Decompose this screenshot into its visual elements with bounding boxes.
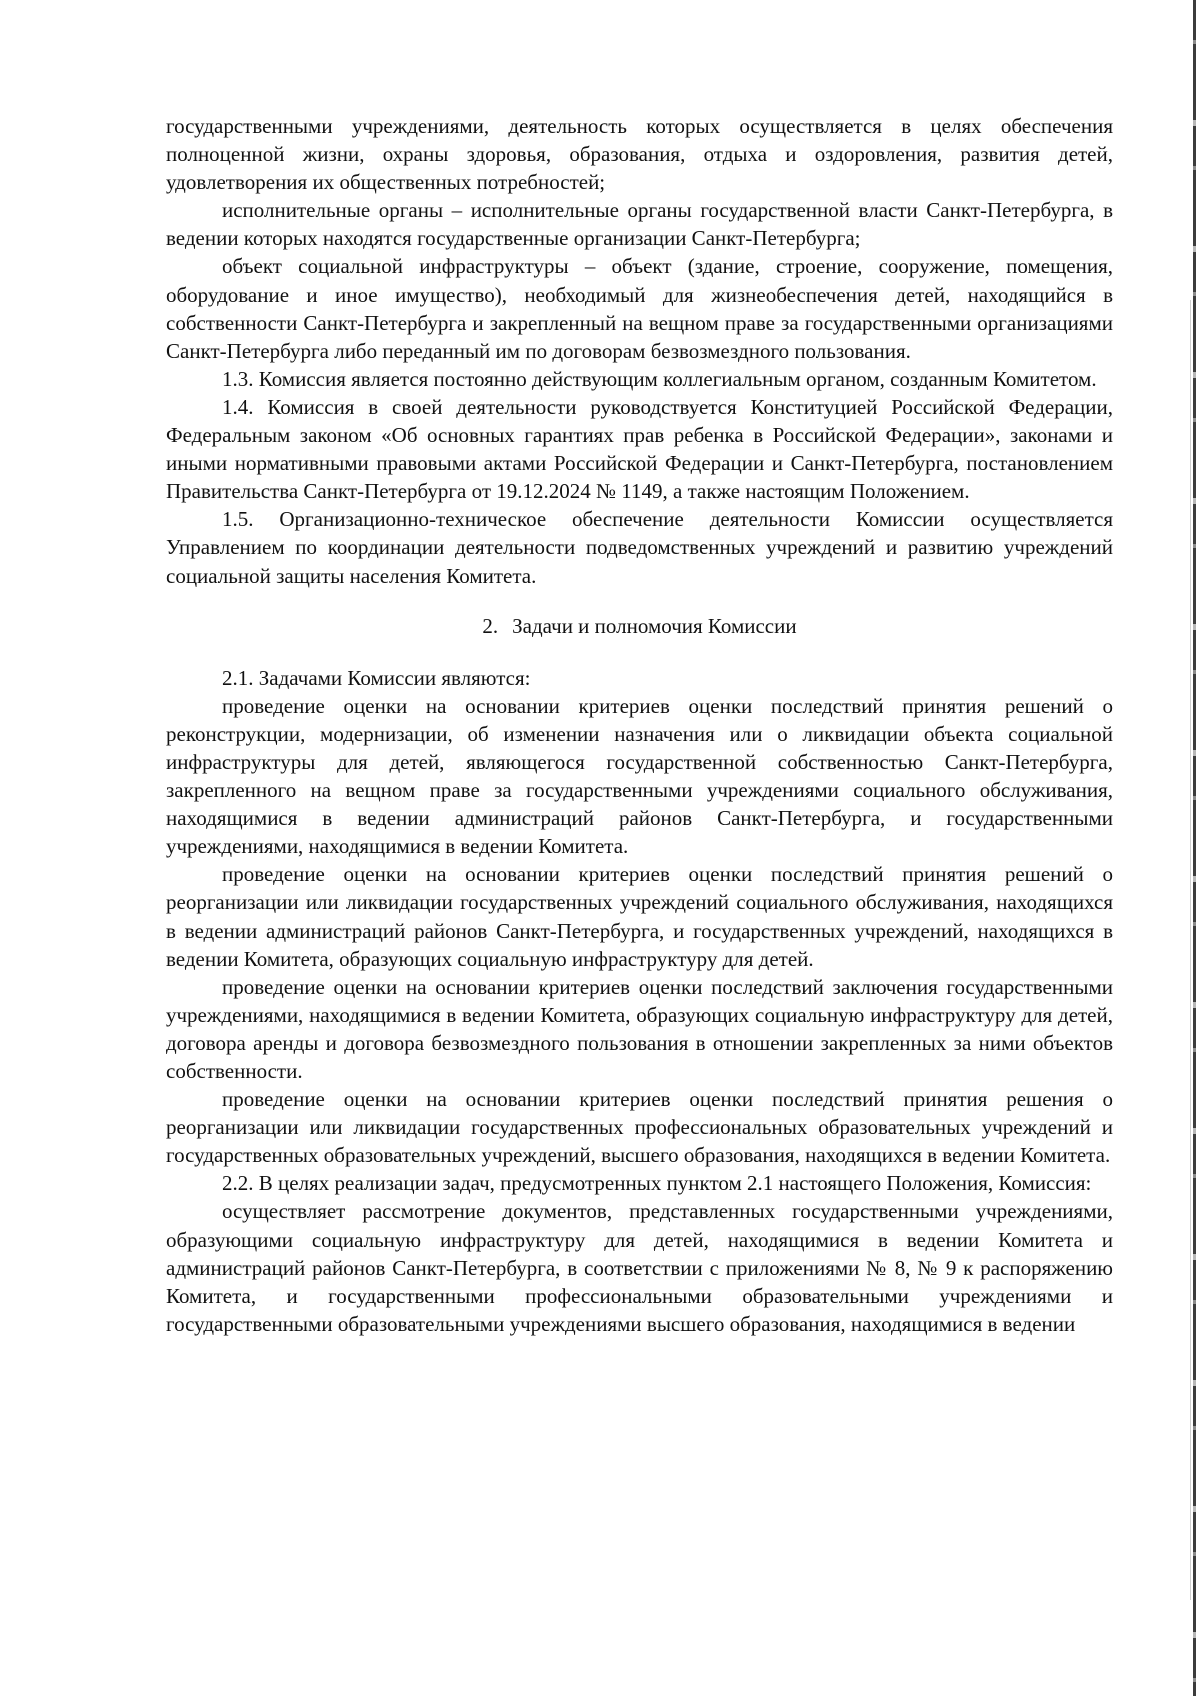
paragraph-task-reconstruction: проведение оценки на основании критериев оценки последствий принятия решений о реконструкции, модернизации, об изменении назначения или о ликвидации объекта социальной инфраструктуры для детей, являющегося государственной собственностью Санкт-Петербурга, закрепленного на вещном праве за государственными учреждениями социального обслуживания, находящимися в ведении администраций районов Санкт-Петербурга, и государственными учреждениями, находящимися в ведении Комитета. xyxy=(166,693,1113,859)
paragraph-definition-executive-bodies: исполнительные органы – исполнительные органы государственной власти Санкт-Петербурга, в ведении которых находятся государственные организации Санкт-Петербурга; xyxy=(166,198,1113,251)
paragraph-task-lease: проведение оценки на основании критериев оценки последствий заключения государственными учреждениями, находящимися в ведении Комитета, образующих социальную инфраструктуру для детей, договора аренды и договора безвозмездного пользования в отношении закрепленных за ними объектов собственности. xyxy=(166,974,1113,1083)
section-title: Задачи и полномочия Комиссии xyxy=(512,613,797,638)
paragraph-definition-infrastructure-object: объект социальной инфраструктуры – объект (здание, строение, сооружение, помещения, оборудование и иное имущество), необходимый для жизнеобеспечения детей, находящийся в собственности Санкт-Петербурга и закрепленный на вещном праве за государственными организациями Санкт-Петербурга либо переданный им по договорам безвозмездного пользования. xyxy=(166,254,1113,363)
paragraph-task-reorganization: проведение оценки на основании критериев оценки последствий принятия решений о реорганизации или ликвидации государственных учреждений социального обслуживания, находящихся в ведении администраций районов Санкт-Петербурга, и государственных учреждений, находящихся в ведении Комитета, образующих социальную инфраструктуру для детей. xyxy=(166,862,1113,971)
scan-edge-artifact xyxy=(1193,0,1196,1696)
paragraph-1-4: 1.4. Комиссия в своей деятельности руководствуется Конституцией Российской Федерации, Федеральным законом «Об основных гарантиях прав ребенка в Российской Федерации», законами и иными нормативными правовыми актами Российской Федерации и Санкт-Петербурга, постановлением Правительства Санкт-Петербурга от 19.12.2024 № 1149, а также настоящим Положением. xyxy=(166,394,1113,504)
paragraph-definition-institutions: государственными учреждениями, деятельность которых осуществляется в целях обеспечения полноценной жизни, охраны здоровья, образования, отдыха и оздоровления, развития детей, удовлетворения их общественных потребностей; xyxy=(166,114,1113,195)
paragraph-1-5: 1.5. Организационно-техническое обеспечение деятельности Комиссии осуществляется Управлением по координации деятельности подведомственных учреждений и развитию учреждений социальной защиты населения Комитета. xyxy=(166,507,1113,588)
paragraph-task-education: проведение оценки на основании критериев оценки последствий принятия решения о реорганизации или ликвидации государственных профессиональных образовательных учреждений и государственных образовательных учреждений, высшего образования, находящихся в ведении Комитета. xyxy=(166,1087,1113,1168)
scan-edge-line xyxy=(1190,300,1191,1600)
paragraph-2-2: 2.2. В целях реализации задач, предусмотренных пунктом 2.1 настоящего Положения, Комиссия: xyxy=(222,1171,1092,1196)
paragraph-1-3: 1.3. Комиссия является постоянно действующим коллегиальным органом, созданным Комитетом. xyxy=(222,366,1097,391)
section-heading xyxy=(166,612,1113,640)
paragraph-review-documents: осуществляет рассмотрение документов, представленных государственными учреждениями, образующими социальную инфраструктуру для детей, находящимися в ведении Комитета и администраций районов Санкт-Петербурга, в соответствии с приложениями № 8, № 9 к распоряжению Комитета, и государственными профессиональными образовательными учреждениями и государственными образовательными учреждениями высшего образования, находящимися в ведении xyxy=(166,1199,1113,1336)
document-body xyxy=(166,112,1113,1338)
section-number: 2. xyxy=(482,613,499,638)
paragraph-2-1: 2.1. Задачами Комиссии являются: xyxy=(222,665,531,690)
